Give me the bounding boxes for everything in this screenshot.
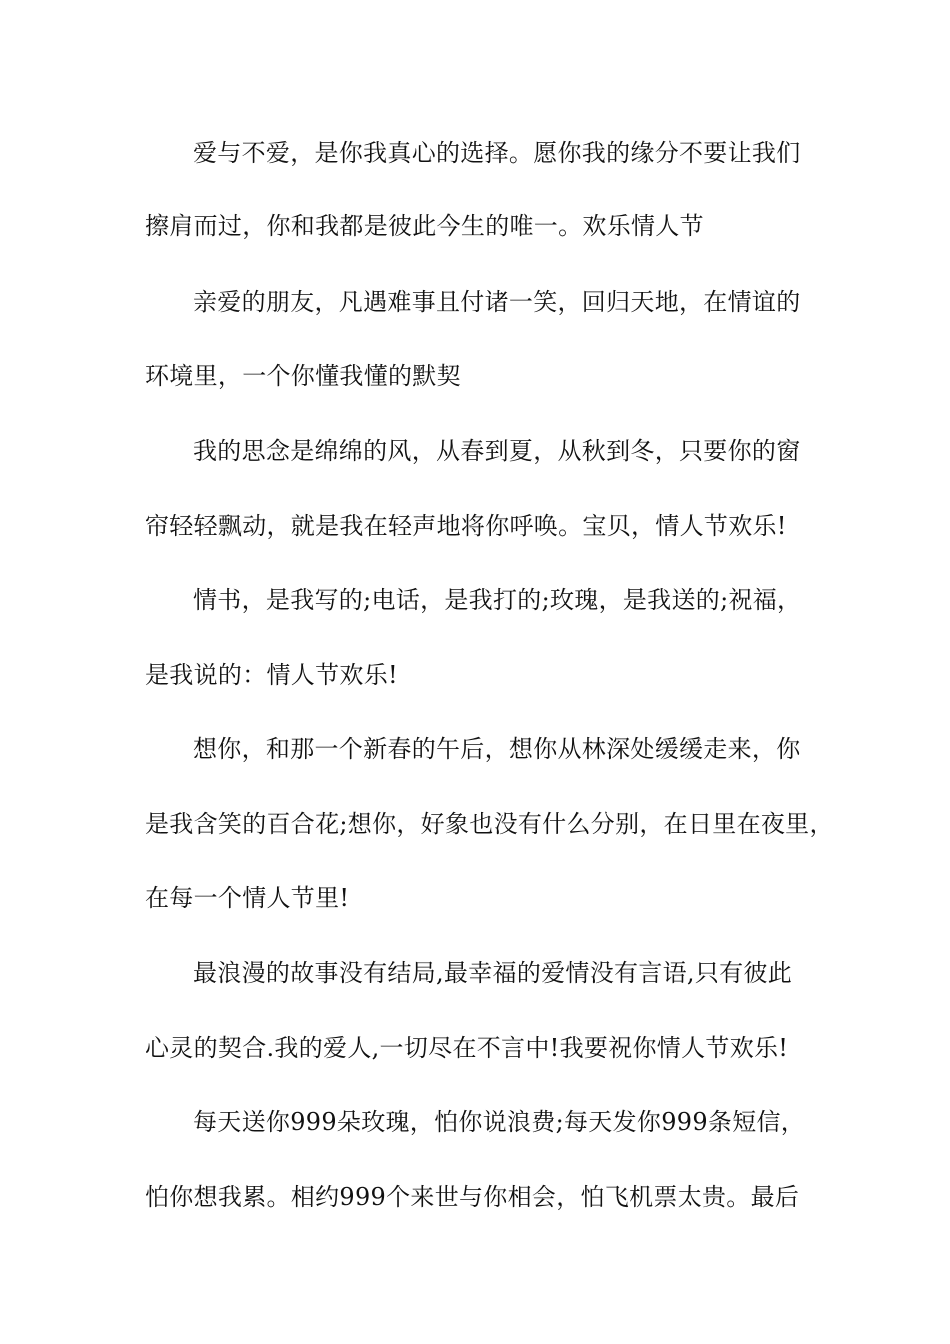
- paragraph-1-line-2: 擦肩而过，你和我都是彼此今生的唯一。欢乐情人节: [145, 212, 704, 240]
- paragraph-3-line-1: 我的思念是绵绵的风，从春到夏，从秋到冬，只要你的窗: [193, 437, 801, 465]
- paragraph-7-line-1: 每天送你999朵玫瑰，怕你说浪费;每天发你999条短信，: [193, 1108, 806, 1136]
- paragraph-6-line-1: 最浪漫的故事没有结局,最幸福的爱情没有言语,只有彼此: [193, 959, 793, 987]
- paragraph-1-line-1: 爱与不爱，是你我真心的选择。愿你我的缘分不要让我们: [193, 139, 801, 167]
- paragraph-7-line-2: 怕你想我累。相约999个来世与你相会，怕飞机票太贵。最后: [145, 1183, 800, 1211]
- paragraph-2-line-2: 环境里，一个你懂我懂的默契: [145, 362, 461, 390]
- paragraph-5-line-1: 想你，和那一个新春的午后，想你从林深处缓缓走来，你: [193, 735, 801, 763]
- paragraph-4-line-1: 情书，是我写的;电话，是我打的;玫瑰，是我送的;祝福，: [193, 586, 802, 614]
- paragraph-5-line-3: 在每一个情人节里!: [145, 884, 350, 912]
- paragraph-3-line-2: 帘轻轻飘动，就是我在轻声地将你呼唤。宝贝，情人节欢乐!: [145, 512, 787, 540]
- paragraph-5-line-2: 是我含笑的百合花;想你，好象也没有什么分别，在日里在夜里，: [145, 810, 834, 838]
- paragraph-4-line-2: 是我说的：情人节欢乐!: [145, 661, 398, 689]
- paragraph-2-line-1: 亲爱的朋友，凡遇难事且付诸一笑，回归天地，在情谊的: [193, 288, 801, 316]
- paragraph-6-line-2: 心灵的契合.我的爱人,一切尽在不言中!我要祝你情人节欢乐!: [145, 1034, 789, 1062]
